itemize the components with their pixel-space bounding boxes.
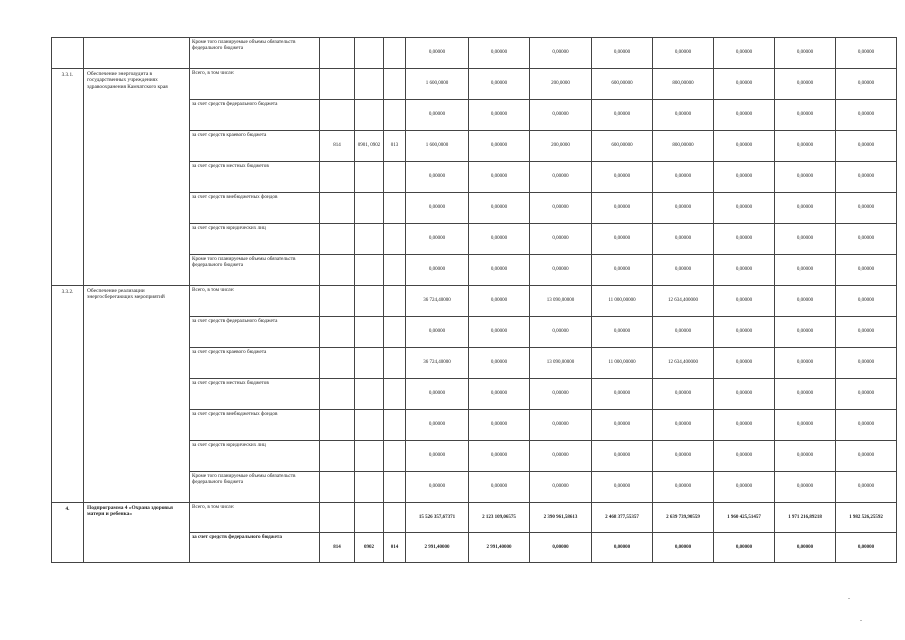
amount-cell: 0,00000	[714, 69, 775, 100]
funding-source-cell: Кроме того планируемые объемы обязательств федерального бюджета	[190, 38, 320, 69]
amount-cell: 1 600,0000	[406, 69, 469, 100]
amount-cell: 800,00000	[653, 69, 714, 100]
grbs-code-cell	[320, 69, 355, 100]
table-row	[52, 286, 897, 317]
amount-cell: 0,00000	[714, 162, 775, 193]
amount-cell: 0,00000	[836, 131, 897, 162]
amount-cell: 0,00000	[775, 131, 836, 162]
target-article-cell	[384, 255, 406, 286]
grbs-code-cell	[320, 410, 355, 441]
amount-cell: 0,00000	[775, 410, 836, 441]
amount-cell: 0,00000	[530, 255, 592, 286]
amount-cell: 0,00000	[406, 317, 469, 348]
amount-cell: 0,00000	[469, 410, 530, 441]
grbs-code-cell	[320, 379, 355, 410]
amount-cell: 0,00000	[530, 193, 592, 224]
amount-cell: 0,00000	[406, 193, 469, 224]
amount-cell: 0,00000	[653, 255, 714, 286]
amount-cell: 0,00000	[836, 100, 897, 131]
amount-cell: 11 000,00000	[592, 286, 653, 317]
amount-cell: 0,00000	[714, 131, 775, 162]
amount-cell: 1 971 216,89218	[775, 503, 836, 533]
amount-cell: 2 639 739,90559	[653, 503, 714, 533]
amount-cell: 0,00000	[714, 224, 775, 255]
amount-cell: 0,00000	[530, 472, 592, 503]
funding-source-cell: Всего, в том числе:	[190, 69, 320, 100]
amount-cell: 12 634,400000	[653, 286, 714, 317]
funding-source-cell: Всего, в том числе:	[190, 286, 320, 317]
amount-cell: 0,00000	[530, 38, 592, 69]
amount-cell: 0,00000	[714, 533, 775, 563]
amount-cell: 0,00000	[836, 472, 897, 503]
amount-cell: 0,00000	[775, 441, 836, 472]
target-article-cell	[384, 441, 406, 472]
amount-cell: 0,00000	[775, 69, 836, 100]
grbs-code-cell	[320, 317, 355, 348]
amount-cell: 800,00000	[653, 131, 714, 162]
table-row	[52, 38, 897, 69]
grbs-code-cell: 814	[320, 533, 355, 563]
amount-cell: 0,00000	[530, 379, 592, 410]
table-body	[52, 38, 897, 563]
section-code-cell	[355, 38, 384, 69]
amount-cell: 0,00000	[714, 472, 775, 503]
section-code-cell	[355, 410, 384, 441]
amount-cell: 0,00000	[775, 100, 836, 131]
amount-cell: 0,00000	[592, 100, 653, 131]
amount-cell: 0,00000	[714, 379, 775, 410]
amount-cell: 0,00000	[775, 224, 836, 255]
amount-cell: 0,00000	[592, 38, 653, 69]
amount-cell: 0,00000	[406, 410, 469, 441]
amount-cell: 0,00000	[653, 379, 714, 410]
item-name-cell	[84, 38, 190, 69]
amount-cell: 2 468 377,55357	[592, 503, 653, 533]
target-article-cell	[384, 38, 406, 69]
table-row	[52, 69, 897, 100]
amount-cell: 600,00000	[592, 131, 653, 162]
amount-cell: 200,0000	[530, 69, 592, 100]
funding-source-cell: за счет средств юридических лиц	[190, 224, 320, 255]
amount-cell: 0,00000	[836, 286, 897, 317]
funding-source-cell: за счет средств федерального бюджета	[190, 317, 320, 348]
target-article-cell	[384, 162, 406, 193]
amount-cell: 0,00000	[836, 255, 897, 286]
amount-cell: 0,00000	[653, 162, 714, 193]
amount-cell: 2 991,40000	[469, 533, 530, 563]
funding-source-cell: за счет средств краевого бюджета	[190, 348, 320, 379]
item-code-cell: 4.	[52, 503, 84, 563]
grbs-code-cell	[320, 38, 355, 69]
amount-cell: 0,00000	[714, 441, 775, 472]
funding-source-cell: за счет средств местных бюджетов	[190, 379, 320, 410]
amount-cell: 0,00000	[836, 441, 897, 472]
amount-cell: 0,00000	[592, 162, 653, 193]
amount-cell: 0,00000	[836, 533, 897, 563]
amount-cell: 1 982 526,25592	[836, 503, 897, 533]
amount-cell: 0,00000	[530, 317, 592, 348]
amount-cell: 0,00000	[775, 255, 836, 286]
amount-cell: 0,00000	[592, 224, 653, 255]
amount-cell: 0,00000	[836, 348, 897, 379]
amount-cell: 11 000,00000	[592, 348, 653, 379]
amount-cell: 0,00000	[530, 162, 592, 193]
amount-cell: 0,00000	[530, 224, 592, 255]
amount-cell: 0,00000	[714, 348, 775, 379]
amount-cell: 0,00000	[469, 193, 530, 224]
amount-cell: 0,00000	[775, 38, 836, 69]
funding-source-cell: Кроме того планируемые объемы обязательств федерального бюджета	[190, 255, 320, 286]
amount-cell: 0,00000	[469, 286, 530, 317]
amount-cell: 0,00000	[775, 286, 836, 317]
amount-cell: 2 123 109,06575	[469, 503, 530, 533]
funding-source-cell: за счет средств внебюджетных фондов	[190, 193, 320, 224]
amount-cell: 0,00000	[714, 100, 775, 131]
funding-source-cell: за счет средств местных бюджетов	[190, 162, 320, 193]
amount-cell: 0,00000	[406, 441, 469, 472]
amount-cell: 0,00000	[653, 533, 714, 563]
amount-cell: 0,00000	[653, 224, 714, 255]
section-code-cell	[355, 348, 384, 379]
section-code-cell	[355, 255, 384, 286]
target-article-cell	[384, 472, 406, 503]
amount-cell: 12 634,400000	[653, 348, 714, 379]
grbs-code-cell	[320, 286, 355, 317]
amount-cell: 0,00000	[469, 69, 530, 100]
amount-cell: 0,00000	[592, 410, 653, 441]
amount-cell: 0,00000	[836, 379, 897, 410]
amount-cell: 0,00000	[775, 533, 836, 563]
amount-cell: 600,00000	[592, 69, 653, 100]
amount-cell: 0,00000	[469, 100, 530, 131]
amount-cell: 0,00000	[592, 441, 653, 472]
amount-cell: 0,00000	[714, 410, 775, 441]
amount-cell: 1 960 425,51457	[714, 503, 775, 533]
item-name-cell: Обеспечение энергоаудита в государственных учреждениях здравоохранения Камчатского края	[84, 69, 190, 286]
amount-cell: 36 724,40000	[406, 348, 469, 379]
amount-cell: 0,00000	[653, 317, 714, 348]
funding-source-cell: за счет средств краевого бюджета	[190, 131, 320, 162]
amount-cell: 0,00000	[775, 348, 836, 379]
target-article-cell	[384, 410, 406, 441]
amount-cell: 0,00000	[469, 38, 530, 69]
scan-mark	[848, 598, 850, 599]
amount-cell: 0,00000	[592, 472, 653, 503]
target-article-cell	[384, 503, 406, 533]
section-code-cell	[355, 472, 384, 503]
grbs-code-cell	[320, 255, 355, 286]
amount-cell: 0,00000	[406, 472, 469, 503]
amount-cell: 2 390 961,58613	[530, 503, 592, 533]
target-article-cell: 014	[384, 533, 406, 563]
funding-source-cell: за счет средств юридических лиц	[190, 441, 320, 472]
amount-cell: 0,00000	[714, 193, 775, 224]
amount-cell: 0,00000	[836, 193, 897, 224]
amount-cell: 15 526 357,67371	[406, 503, 469, 533]
amount-cell: 0,00000	[714, 255, 775, 286]
amount-cell: 0,00000	[714, 38, 775, 69]
section-code-cell	[355, 503, 384, 533]
grbs-code-cell	[320, 503, 355, 533]
item-code-cell: 3.3.1.	[52, 69, 84, 286]
amount-cell: 0,00000	[469, 131, 530, 162]
amount-cell: 0,00000	[406, 255, 469, 286]
section-code-cell	[355, 193, 384, 224]
grbs-code-cell	[320, 348, 355, 379]
amount-cell: 0,00000	[653, 193, 714, 224]
amount-cell: 0,00000	[836, 410, 897, 441]
item-name-cell: Обеспечение реализации энергосберегающих мероприятий	[84, 286, 190, 503]
amount-cell: 0,00000	[592, 317, 653, 348]
grbs-code-cell	[320, 224, 355, 255]
amount-cell: 0,00000	[469, 224, 530, 255]
table-row	[52, 503, 897, 533]
amount-cell: 0,00000	[836, 317, 897, 348]
amount-cell: 0,00000	[775, 193, 836, 224]
item-code-cell: 3.3.2.	[52, 286, 84, 503]
amount-cell: 0,00000	[406, 162, 469, 193]
amount-cell: 0,00000	[592, 255, 653, 286]
amount-cell: 0,00000	[469, 255, 530, 286]
amount-cell: 1 600,0000	[406, 131, 469, 162]
amount-cell: 0,00000	[592, 533, 653, 563]
grbs-code-cell	[320, 193, 355, 224]
amount-cell: 0,00000	[653, 38, 714, 69]
amount-cell: 0,00000	[406, 100, 469, 131]
amount-cell: 200,0000	[530, 131, 592, 162]
amount-cell: 36 724,40000	[406, 286, 469, 317]
amount-cell: 13 090,00000	[530, 348, 592, 379]
amount-cell: 0,00000	[530, 410, 592, 441]
amount-cell: 0,00000	[406, 224, 469, 255]
amount-cell: 0,00000	[775, 162, 836, 193]
grbs-code-cell	[320, 441, 355, 472]
grbs-code-cell	[320, 100, 355, 131]
grbs-code-cell: 814	[320, 131, 355, 162]
funding-source-cell: за счет средств федерального бюджета	[190, 100, 320, 131]
section-code-cell: 0902	[355, 533, 384, 563]
amount-cell: 0,00000	[406, 379, 469, 410]
section-code-cell	[355, 224, 384, 255]
amount-cell: 0,00000	[836, 162, 897, 193]
scan-mark	[860, 620, 862, 621]
target-article-cell	[384, 348, 406, 379]
amount-cell: 0,00000	[530, 533, 592, 563]
amount-cell: 0,00000	[530, 100, 592, 131]
amount-cell: 0,00000	[592, 379, 653, 410]
amount-cell: 0,00000	[469, 348, 530, 379]
target-article-cell	[384, 100, 406, 131]
amount-cell: 0,00000	[469, 441, 530, 472]
target-article-cell	[384, 224, 406, 255]
target-article-cell	[384, 69, 406, 100]
amount-cell: 0,00000	[836, 224, 897, 255]
grbs-code-cell	[320, 162, 355, 193]
amount-cell: 0,00000	[653, 472, 714, 503]
amount-cell: 0,00000	[836, 69, 897, 100]
section-code-cell	[355, 286, 384, 317]
section-code-cell: 0901, 0902	[355, 131, 384, 162]
amount-cell: 0,00000	[406, 38, 469, 69]
funding-source-cell: Всего, в том числе:	[190, 503, 320, 533]
section-code-cell	[355, 317, 384, 348]
amount-cell: 0,00000	[592, 193, 653, 224]
amount-cell: 0,00000	[530, 441, 592, 472]
funding-source-cell: за счет средств федерального бюджета	[190, 533, 320, 563]
target-article-cell	[384, 379, 406, 410]
amount-cell: 0,00000	[469, 162, 530, 193]
target-article-cell	[384, 286, 406, 317]
section-code-cell	[355, 69, 384, 100]
amount-cell: 0,00000	[775, 472, 836, 503]
section-code-cell	[355, 441, 384, 472]
item-name-cell: Подпрограмма 4 «Охрана здоровья матери и ребенка»	[84, 503, 190, 563]
amount-cell: 13 090,00000	[530, 286, 592, 317]
funding-source-cell: за счет средств внебюджетных фондов	[190, 410, 320, 441]
amount-cell: 0,00000	[714, 317, 775, 348]
section-code-cell	[355, 379, 384, 410]
section-code-cell	[355, 162, 384, 193]
amount-cell: 0,00000	[469, 379, 530, 410]
amount-cell: 0,00000	[653, 441, 714, 472]
amount-cell: 2 991,40000	[406, 533, 469, 563]
amount-cell: 0,00000	[469, 472, 530, 503]
amount-cell: 0,00000	[653, 100, 714, 131]
amount-cell: 0,00000	[775, 317, 836, 348]
amount-cell: 0,00000	[836, 38, 897, 69]
funding-source-cell: Кроме того планируемые объемы обязательств федерального бюджета	[190, 472, 320, 503]
amount-cell: 0,00000	[469, 317, 530, 348]
budget-table	[51, 37, 897, 563]
target-article-cell	[384, 317, 406, 348]
target-article-cell	[384, 193, 406, 224]
item-code-cell	[52, 38, 84, 69]
target-article-cell: 013	[384, 131, 406, 162]
section-code-cell	[355, 100, 384, 131]
amount-cell: 0,00000	[775, 379, 836, 410]
amount-cell: 0,00000	[653, 410, 714, 441]
grbs-code-cell	[320, 472, 355, 503]
amount-cell: 0,00000	[714, 286, 775, 317]
